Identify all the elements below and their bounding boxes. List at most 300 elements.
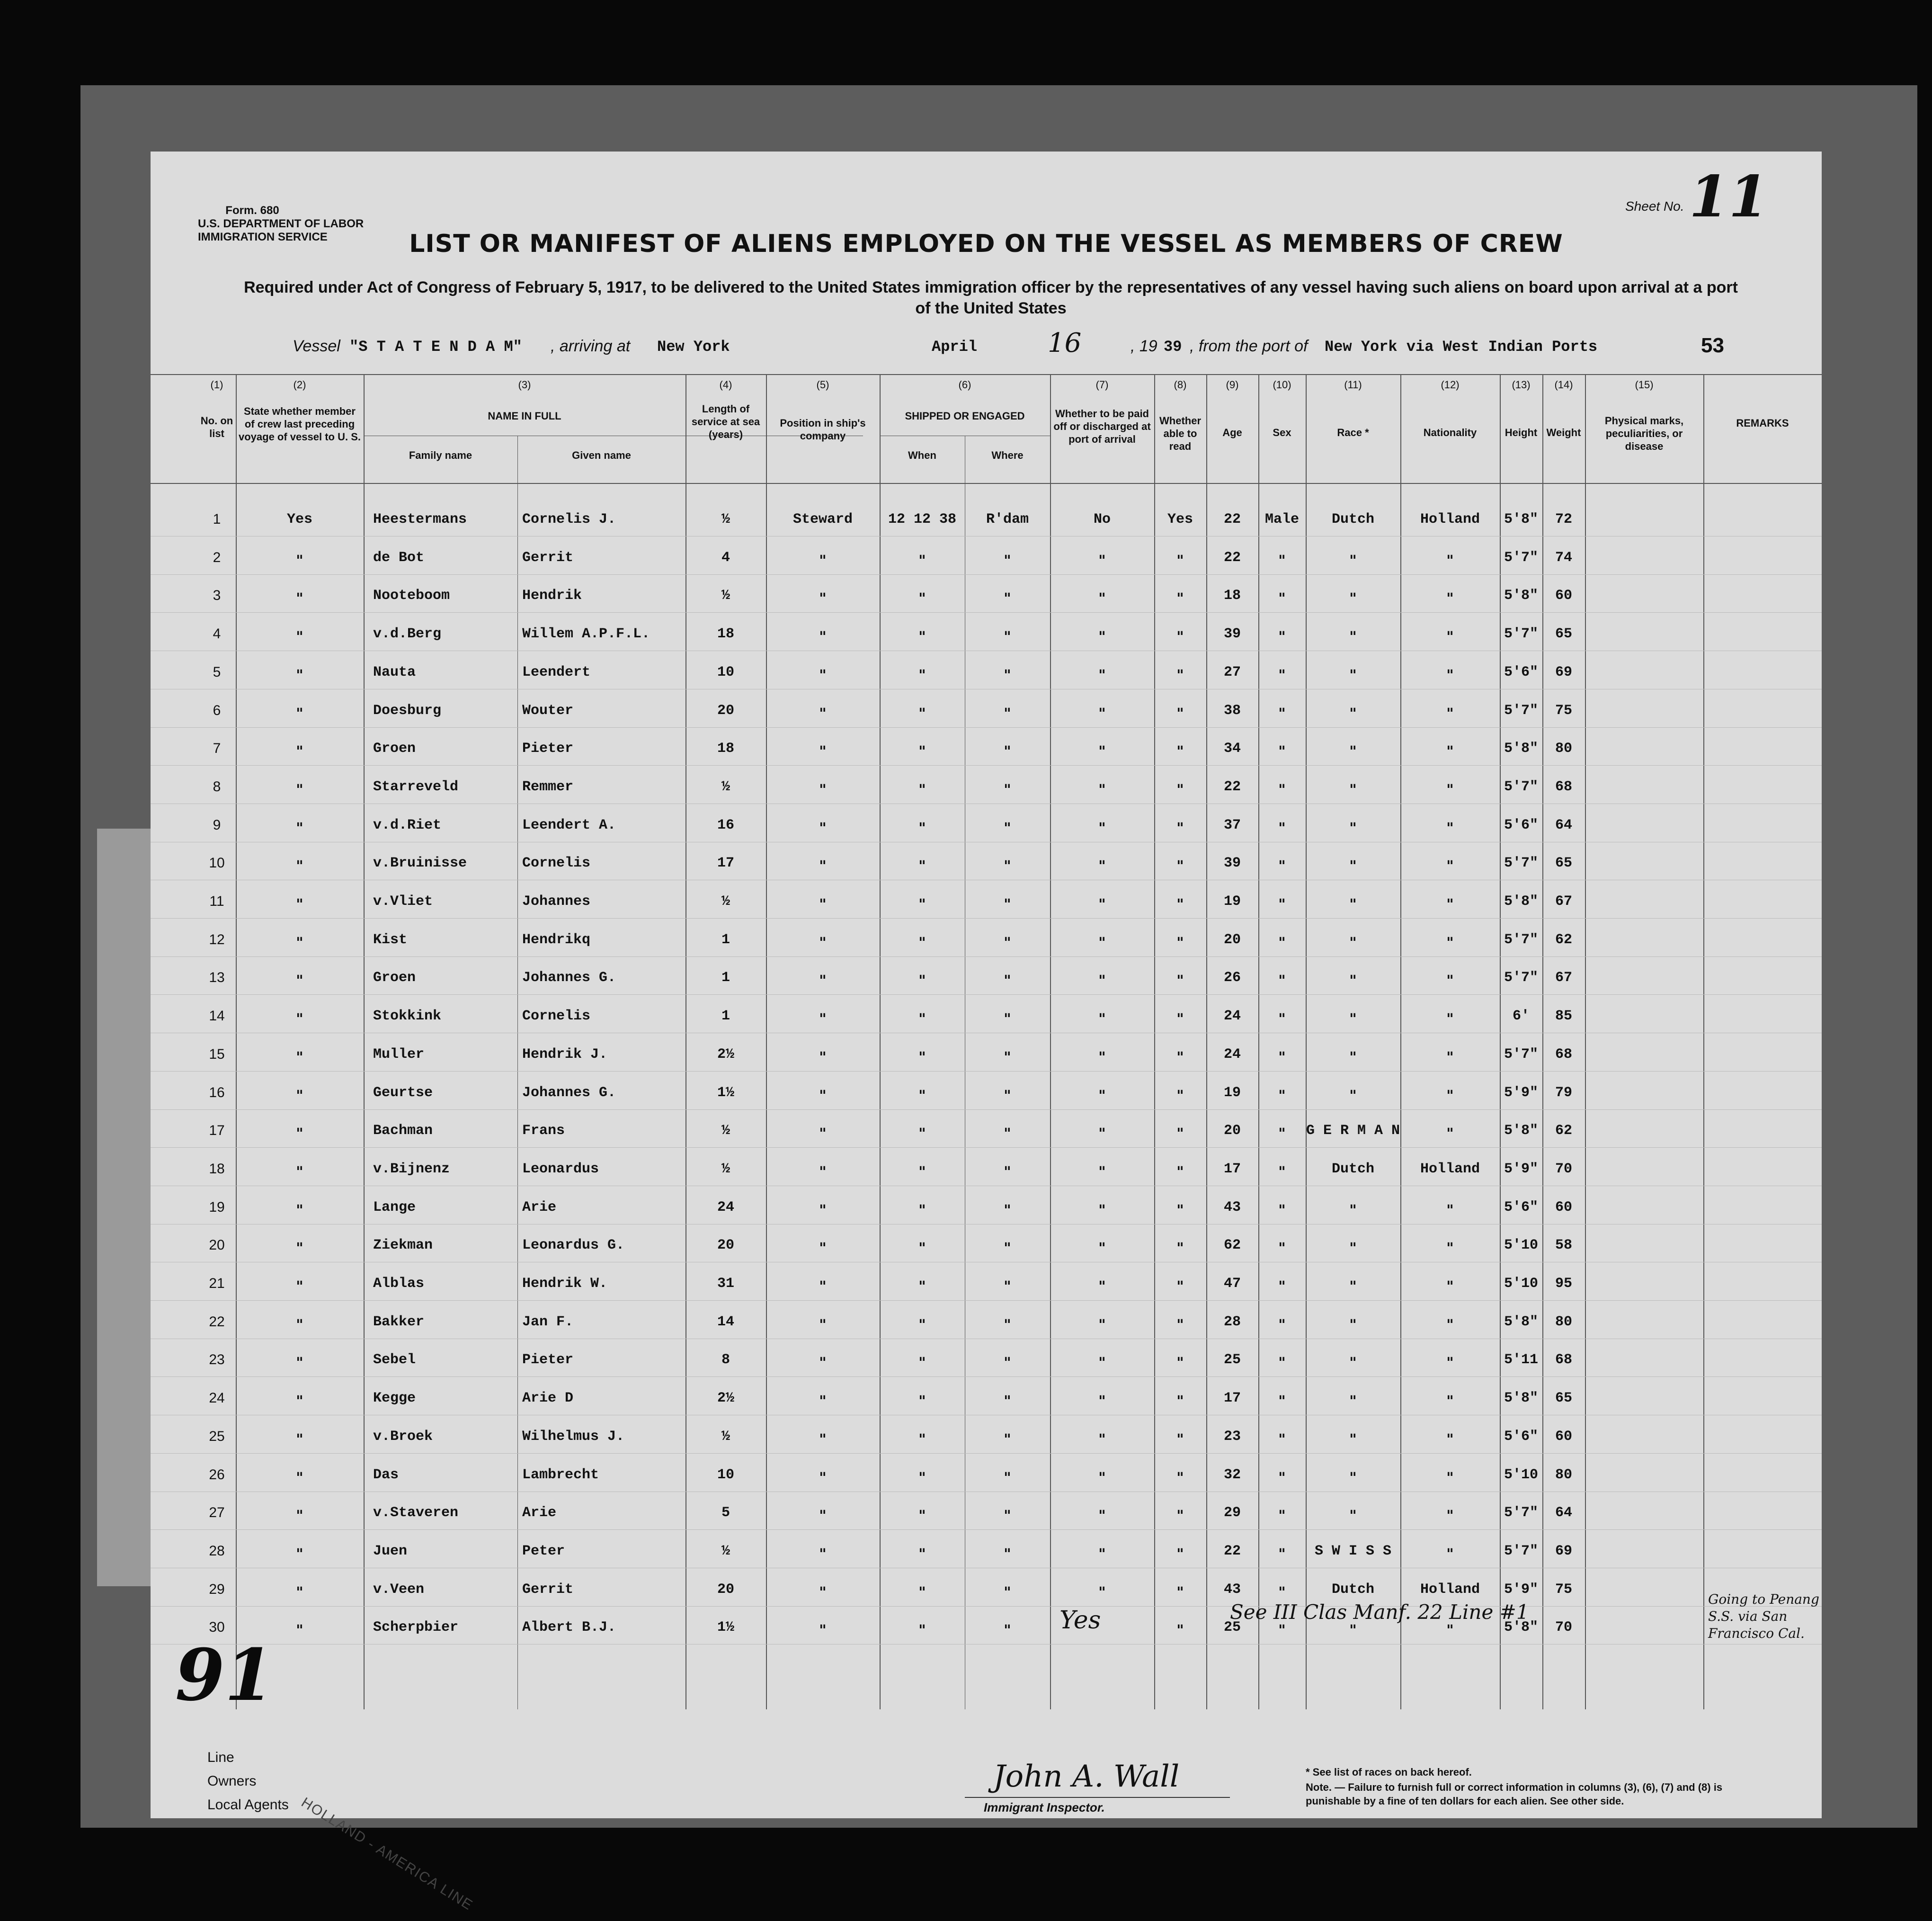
row-27-when: " — [918, 1508, 926, 1525]
row-25-service: ½ — [721, 1428, 730, 1445]
row-7-read: " — [1176, 743, 1184, 760]
row-18-where: " — [1004, 1163, 1011, 1180]
row-8-no: 8 — [213, 778, 221, 795]
col-head-no: No. on list — [200, 415, 233, 439]
row-28-age: 22 — [1223, 1543, 1241, 1559]
row-9-read: " — [1176, 820, 1184, 837]
row-21-position: " — [819, 1278, 827, 1295]
row-4-where: " — [1004, 629, 1011, 646]
manifest-subtitle: Required under Act of Congress of February 5, 1917, to be delivered to the United States immigration officer by the representatives of any vessel having such aliens on board upon arrival at a port — [244, 278, 1738, 296]
arrival-port: New York — [657, 338, 730, 356]
row-13-race: " — [1349, 973, 1357, 990]
row-18-age: 17 — [1223, 1161, 1241, 1177]
row-18-position: " — [819, 1163, 827, 1180]
row-9-sex: " — [1278, 820, 1286, 837]
row-7-age: 34 — [1223, 741, 1241, 757]
row-15-height: 5'7" — [1504, 1046, 1538, 1063]
row-17-family: Bachman — [373, 1123, 433, 1139]
row-20-weight: 58 — [1555, 1237, 1572, 1254]
row30-paid-handwritten: Yes — [1059, 1606, 1101, 1635]
row-18-paid: " — [1098, 1163, 1106, 1180]
row-17-paid: " — [1098, 1126, 1106, 1143]
row-3-given: Hendrik — [522, 588, 582, 604]
row-30-height: 5'8" — [1504, 1619, 1538, 1636]
row-14-sex: " — [1278, 1011, 1286, 1028]
row-15-where: " — [1004, 1049, 1011, 1066]
row-4-prev: " — [296, 629, 303, 646]
row-4-paid: " — [1098, 629, 1106, 646]
row-26-given: Lambrecht — [522, 1466, 599, 1483]
row-20-given: Leonardus G. — [522, 1237, 625, 1254]
row-rule — [151, 1147, 1822, 1148]
row-17-nationality: " — [1446, 1126, 1454, 1143]
col-head-service: Length of service at sea (years) — [691, 403, 760, 440]
row-rule — [151, 1453, 1822, 1454]
row-11-age: 19 — [1223, 893, 1241, 910]
row-26-service: 10 — [717, 1466, 734, 1483]
row-17-age: 20 — [1223, 1123, 1241, 1139]
row-26-prev: " — [296, 1469, 303, 1486]
row-4-race: " — [1349, 629, 1357, 646]
row-1-race: Dutch — [1331, 511, 1374, 527]
row-28-height: 5'7" — [1504, 1543, 1538, 1559]
row-27-service: 5 — [721, 1505, 730, 1521]
row-7-paid: " — [1098, 743, 1106, 760]
row-25-when: " — [918, 1431, 926, 1448]
row-25-read: " — [1176, 1431, 1184, 1448]
row-1-position: Steward — [792, 511, 853, 527]
row-24-when: " — [918, 1393, 926, 1410]
row-19-where: " — [1004, 1202, 1011, 1219]
row-2-when: " — [918, 552, 926, 569]
row-18-family: v.Bijnenz — [373, 1161, 450, 1177]
row-13-when: " — [918, 973, 926, 990]
col-divider — [517, 436, 518, 1709]
row-29-where: " — [1004, 1584, 1011, 1601]
races-footnote: * See list of races on back hereof. — [1306, 1766, 1472, 1778]
row-30-nationality: " — [1446, 1622, 1454, 1639]
row-27-given: Arie — [522, 1505, 557, 1521]
row-3-position: " — [819, 590, 827, 608]
signature-line — [965, 1797, 1230, 1798]
colno-4: (4) — [719, 379, 732, 391]
row-21-read: " — [1176, 1278, 1184, 1295]
row-11-no: 11 — [209, 893, 224, 909]
row-26-family: Das — [373, 1466, 399, 1483]
row-6-prev: " — [296, 705, 303, 722]
row-23-given: Pieter — [522, 1352, 574, 1368]
row-16-service: 1½ — [717, 1084, 734, 1101]
row-8-where: " — [1004, 781, 1011, 798]
row-23-prev: " — [296, 1355, 303, 1372]
row-30-sex: " — [1278, 1622, 1286, 1639]
row-6-where: " — [1004, 705, 1011, 722]
row-2-nationality: " — [1446, 552, 1454, 569]
row-18-service: ½ — [721, 1161, 730, 1177]
row-6-when: " — [918, 705, 926, 722]
row-17-given: Frans — [522, 1123, 565, 1139]
row-26-read: " — [1176, 1469, 1184, 1486]
row-20-position: " — [819, 1240, 827, 1257]
row-25-height: 5'6" — [1504, 1428, 1538, 1445]
row-13-family: Groen — [373, 970, 416, 986]
row-16-prev: " — [296, 1087, 303, 1104]
colno-10: (10) — [1273, 379, 1291, 391]
row-4-age: 39 — [1223, 626, 1241, 643]
row-20-prev: " — [296, 1240, 303, 1257]
row-12-height: 5'7" — [1504, 931, 1538, 948]
inspector-signature: John A. Wall — [993, 1759, 1180, 1794]
row-22-age: 28 — [1223, 1313, 1241, 1330]
row-30-position: " — [819, 1622, 827, 1639]
row-6-paid: " — [1098, 705, 1106, 722]
row-22-sex: " — [1278, 1316, 1286, 1333]
row-2-race: " — [1349, 552, 1357, 569]
row-6-age: 38 — [1223, 702, 1241, 719]
row-11-prev: " — [296, 896, 303, 913]
form-service: IMMIGRATION SERVICE — [198, 231, 328, 243]
row-28-sex: " — [1278, 1546, 1286, 1563]
row-19-when: " — [918, 1202, 926, 1219]
row-13-position: " — [819, 973, 827, 990]
row-6-family: Doesburg — [373, 702, 442, 719]
row-21-paid: " — [1098, 1278, 1106, 1295]
row-25-paid: " — [1098, 1431, 1106, 1448]
row-7-family: Groen — [373, 741, 416, 757]
row-1-prev: Yes — [286, 511, 312, 527]
row-8-nationality: " — [1446, 781, 1454, 798]
row-22-when: " — [918, 1316, 926, 1333]
row-19-family: Lange — [373, 1199, 416, 1215]
row-5-race: " — [1349, 667, 1357, 684]
row-9-height: 5'6" — [1504, 817, 1538, 833]
row-18-no: 18 — [209, 1161, 225, 1177]
row-29-given: Gerrit — [522, 1581, 574, 1598]
row-25-race: " — [1349, 1431, 1357, 1448]
row-19-no: 19 — [209, 1199, 225, 1215]
row-8-when: " — [918, 781, 926, 798]
row-18-race: Dutch — [1331, 1161, 1374, 1177]
row-27-no: 27 — [209, 1505, 225, 1521]
row-10-family: v.Bruinisse — [373, 855, 467, 872]
row-30-service: 1½ — [717, 1619, 734, 1636]
row-18-weight: 70 — [1555, 1161, 1572, 1177]
row-24-position: " — [819, 1393, 827, 1410]
row-10-prev: " — [296, 858, 303, 875]
row-27-paid: " — [1098, 1508, 1106, 1525]
row-27-position: " — [819, 1508, 827, 1525]
colno-15: (15) — [1635, 379, 1654, 391]
row-5-family: Nauta — [373, 664, 416, 680]
row-4-sex: " — [1278, 629, 1286, 646]
row-2-service: 4 — [721, 549, 730, 566]
arriving-label: , arriving at — [551, 337, 631, 355]
row-12-sex: " — [1278, 934, 1286, 951]
manifest-sheet — [151, 152, 1822, 1913]
row-9-no: 9 — [213, 817, 221, 833]
agents-label: Local Agents — [207, 1797, 289, 1813]
row-7-prev: " — [296, 743, 303, 760]
row-30-read: " — [1176, 1622, 1184, 1639]
row-19-age: 43 — [1223, 1199, 1241, 1215]
row-21-given: Hendrik W. — [522, 1276, 608, 1292]
row-26-weight: 80 — [1555, 1466, 1572, 1483]
row-5-read: " — [1176, 667, 1184, 684]
col-head-when: When — [908, 449, 936, 461]
row-20-height: 5'10 — [1504, 1237, 1538, 1254]
row-21-weight: 95 — [1555, 1276, 1572, 1292]
row-26-nationality: " — [1446, 1469, 1454, 1486]
row-6-position: " — [819, 705, 827, 722]
row-1-nationality: Holland — [1420, 511, 1480, 527]
row-22-prev: " — [296, 1316, 303, 1333]
row-18-nationality: Holland — [1420, 1161, 1480, 1177]
row-21-nationality: " — [1446, 1278, 1454, 1295]
row-12-position: " — [819, 934, 827, 951]
row-7-weight: 80 — [1555, 741, 1572, 757]
row-24-height: 5'8" — [1504, 1390, 1538, 1407]
row-16-weight: 79 — [1555, 1084, 1572, 1101]
row-1-given: Cornelis J. — [522, 511, 616, 527]
penalty-note: Note. — Failure to furnish full or correct information in columns (3), (6), (7) and (8) is punishable by a fine of ten dollars for each alien. See other side. — [1306, 1781, 1723, 1807]
row-15-position: " — [819, 1049, 827, 1066]
row-10-position: " — [819, 858, 827, 875]
row-4-position: " — [819, 629, 827, 646]
col-head-race: Race * — [1337, 427, 1369, 438]
row-16-no: 16 — [209, 1084, 225, 1100]
row-24-where: " — [1004, 1393, 1011, 1410]
row-2-family: de Bot — [373, 549, 425, 566]
row-rule — [151, 1071, 1822, 1072]
row-6-sex: " — [1278, 705, 1286, 722]
row-13-no: 13 — [209, 970, 225, 986]
row-8-position: " — [819, 781, 827, 798]
row-22-nationality: " — [1446, 1316, 1454, 1333]
row-10-no: 10 — [209, 855, 225, 871]
row-29-paid: " — [1098, 1584, 1106, 1601]
row-15-prev: " — [296, 1049, 303, 1066]
row-27-race: " — [1349, 1508, 1357, 1525]
row-23-sex: " — [1278, 1355, 1286, 1372]
row-21-no: 21 — [209, 1276, 225, 1291]
row-18-read: " — [1176, 1163, 1184, 1180]
manifest-title: LIST OR MANIFEST OF ALIENS EMPLOYED ON THE VESSEL AS MEMBERS OF CREW — [409, 230, 1563, 258]
row-26-sex: " — [1278, 1469, 1286, 1486]
row-30-weight: 70 — [1555, 1619, 1572, 1636]
row-24-no: 24 — [209, 1390, 225, 1406]
row-10-when: " — [918, 858, 926, 875]
row-13-where: " — [1004, 973, 1011, 990]
row-21-prev: " — [296, 1278, 303, 1295]
row-7-service: 18 — [717, 741, 734, 757]
row-16-position: " — [819, 1087, 827, 1104]
row-21-height: 5'10 — [1504, 1276, 1538, 1292]
row-24-service: 2½ — [717, 1390, 734, 1407]
row-21-service: 31 — [717, 1276, 734, 1292]
row-29-weight: 75 — [1555, 1581, 1572, 1598]
row-14-no: 14 — [209, 1008, 225, 1024]
row-7-given: Pieter — [522, 741, 574, 757]
row-rule — [151, 574, 1822, 575]
row-17-where: " — [1004, 1126, 1011, 1143]
row-27-family: v.Staveren — [373, 1505, 459, 1521]
row-30-prev: " — [296, 1622, 303, 1639]
row-15-given: Hendrik J. — [522, 1046, 608, 1063]
row-14-weight: 85 — [1555, 1008, 1572, 1025]
row-17-read: " — [1176, 1126, 1184, 1143]
row-16-read: " — [1176, 1087, 1184, 1104]
row-12-family: Kist — [373, 931, 408, 948]
row-23-where: " — [1004, 1355, 1011, 1372]
row-8-age: 22 — [1223, 778, 1241, 795]
row-30-family: Scherpbier — [373, 1619, 459, 1636]
page-number: 53 — [1701, 334, 1724, 357]
row-8-weight: 68 — [1555, 778, 1572, 795]
row-rule — [151, 1300, 1822, 1301]
form-department: U.S. DEPARTMENT OF LABOR — [198, 217, 364, 230]
row-21-sex: " — [1278, 1278, 1286, 1295]
row-15-age: 24 — [1223, 1046, 1241, 1063]
col-head-name: NAME IN FULL — [488, 410, 561, 422]
row-19-prev: " — [296, 1202, 303, 1219]
col-head-previous-voyage: State whether member of crew last preceding voyage of vessel to U. S. — [239, 405, 361, 443]
row-24-nationality: " — [1446, 1393, 1454, 1410]
row-9-age: 37 — [1223, 817, 1241, 833]
row-3-prev: " — [296, 590, 303, 608]
row-23-position: " — [819, 1355, 827, 1372]
colno-2: (2) — [293, 379, 306, 391]
margin-handwritten-number: 91 — [175, 1634, 274, 1717]
row-24-race: " — [1349, 1393, 1357, 1410]
row-14-nationality: " — [1446, 1011, 1454, 1028]
row-8-paid: " — [1098, 781, 1106, 798]
row-2-given: Gerrit — [522, 549, 574, 566]
row-8-prev: " — [296, 781, 303, 798]
colno-11: (11) — [1344, 379, 1362, 391]
row-1-family: Heestermans — [373, 511, 467, 527]
row-15-service: 2½ — [717, 1046, 734, 1063]
row-10-where: " — [1004, 858, 1011, 875]
col-head-physical-marks: Physical marks, peculiarities, or disease — [1604, 415, 1684, 452]
row-30-race: " — [1349, 1622, 1357, 1639]
row-28-given: Peter — [522, 1543, 565, 1559]
row-25-sex: " — [1278, 1431, 1286, 1448]
row-29-nationality: Holland — [1420, 1581, 1480, 1598]
row-7-position: " — [819, 743, 827, 760]
row-9-where: " — [1004, 820, 1011, 837]
row-9-paid: " — [1098, 820, 1106, 837]
row-29-sex: " — [1278, 1584, 1286, 1601]
row-12-no: 12 — [209, 931, 225, 947]
row-22-height: 5'8" — [1504, 1313, 1538, 1330]
row-11-sex: " — [1278, 896, 1286, 913]
row-11-weight: 67 — [1555, 893, 1572, 910]
arrival-month: April — [932, 338, 978, 356]
row-1-weight: 72 — [1555, 511, 1572, 527]
row-10-service: 17 — [717, 855, 734, 872]
form-number: Form. 680 — [225, 204, 279, 217]
row-29-no: 29 — [209, 1581, 225, 1597]
row-28-when: " — [918, 1546, 926, 1563]
col-head-sex: Sex — [1273, 427, 1291, 438]
row-25-family: v.Broek — [373, 1428, 433, 1445]
row-21-where: " — [1004, 1278, 1011, 1295]
row-21-age: 47 — [1223, 1276, 1241, 1292]
row-19-paid: " — [1098, 1202, 1106, 1219]
row-14-read: " — [1176, 1011, 1184, 1028]
row-16-paid: " — [1098, 1087, 1106, 1104]
row-rule — [151, 956, 1822, 957]
colno-8: (8) — [1174, 379, 1187, 391]
row-10-given: Cornelis — [522, 855, 591, 872]
row-12-race: " — [1349, 934, 1357, 951]
row-26-paid: " — [1098, 1469, 1106, 1486]
row-4-read: " — [1176, 629, 1184, 646]
row-rule — [151, 1529, 1822, 1530]
row-6-given: Wouter — [522, 702, 574, 719]
row-14-height: 6' — [1512, 1008, 1530, 1025]
col-head-nationality: Nationality — [1423, 427, 1477, 438]
row-8-given: Remmer — [522, 778, 574, 795]
row-8-height: 5'7" — [1504, 778, 1538, 795]
row-1-sex: Male — [1264, 511, 1299, 527]
row-24-given: Arie D — [522, 1390, 574, 1407]
manifest-subtitle-2: of the United States — [915, 299, 1067, 317]
row-28-read: " — [1176, 1546, 1184, 1563]
row-4-no: 4 — [213, 626, 221, 642]
row-12-nationality: " — [1446, 934, 1454, 951]
row-12-where: " — [1004, 934, 1011, 951]
row-19-service: 24 — [717, 1199, 734, 1215]
row-2-paid: " — [1098, 552, 1106, 569]
row-28-prev: " — [296, 1546, 303, 1563]
row-5-sex: " — [1278, 667, 1286, 684]
row-3-race: " — [1349, 590, 1357, 608]
row-13-weight: 67 — [1555, 970, 1572, 986]
row-2-no: 2 — [213, 549, 221, 565]
row-22-weight: 80 — [1555, 1313, 1572, 1330]
col-head-age: Age — [1222, 427, 1242, 438]
row-22-service: 14 — [717, 1313, 734, 1330]
row-9-race: " — [1349, 820, 1357, 837]
row-6-no: 6 — [213, 702, 221, 718]
row-9-prev: " — [296, 820, 303, 837]
row-5-no: 5 — [213, 664, 221, 680]
row-29-service: 20 — [717, 1581, 734, 1598]
row-4-height: 5'7" — [1504, 626, 1538, 643]
row-22-where: " — [1004, 1316, 1011, 1333]
row-9-nationality: " — [1446, 820, 1454, 837]
row-11-given: Johannes — [522, 893, 591, 910]
row-14-paid: " — [1098, 1011, 1106, 1028]
row-20-nationality: " — [1446, 1240, 1454, 1257]
line-label: Line — [207, 1750, 234, 1765]
row-8-family: Starreveld — [373, 778, 459, 795]
row-30-given: Albert B.J. — [522, 1619, 616, 1636]
colno-14: (14) — [1554, 379, 1573, 391]
row-29-height: 5'9" — [1504, 1581, 1538, 1598]
row-13-read: " — [1176, 973, 1184, 990]
row-3-height: 5'8" — [1504, 588, 1538, 604]
row-30-where: " — [1004, 1622, 1011, 1639]
row-25-weight: 60 — [1555, 1428, 1572, 1445]
row-rule — [151, 994, 1822, 995]
col-head-paid-off: Whether to be paid off or discharged at port of arrival — [1053, 408, 1151, 445]
row-5-given: Leendert — [522, 664, 591, 680]
row-10-height: 5'7" — [1504, 855, 1538, 872]
row-6-height: 5'7" — [1504, 702, 1538, 719]
colno-3: (3) — [518, 379, 531, 391]
